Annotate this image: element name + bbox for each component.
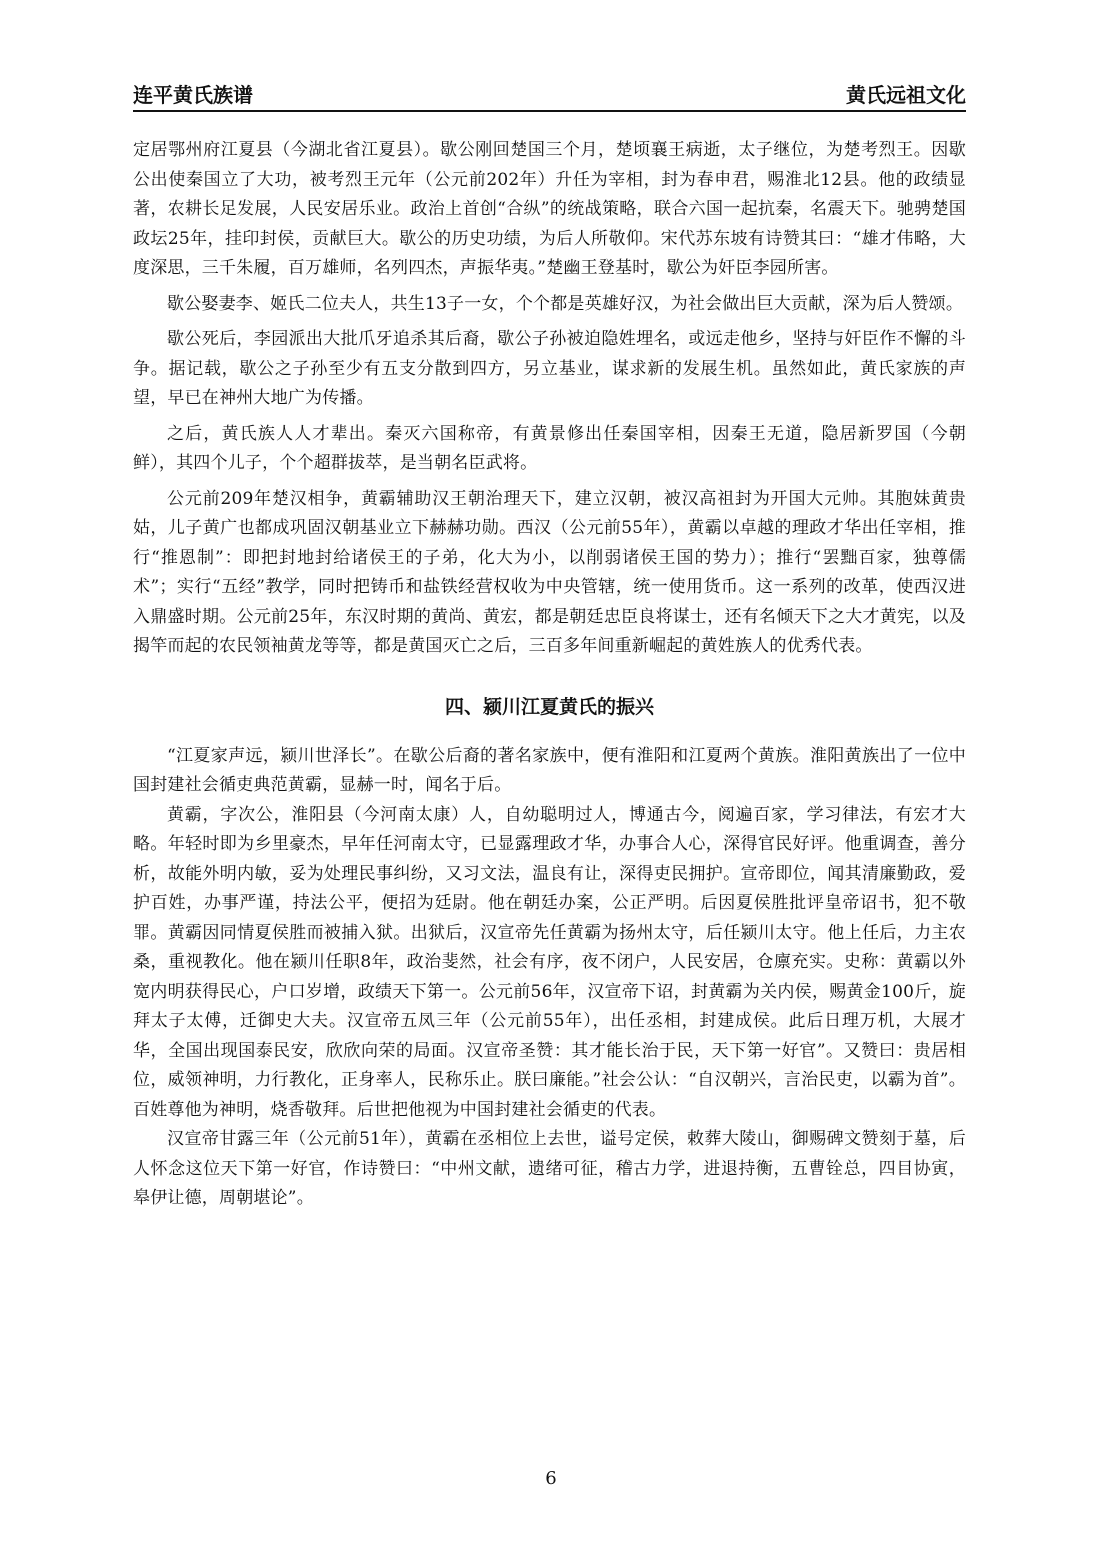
paragraph: 黄霸，字次公，淮阳县（今河南太康）人，自幼聪明过人，博通古今，阅遍百家，学习律法，有宏才大略。年轻时即为乡里豪杰，早年任河南太守，已显露理政才华，办事合人心，深得官民好评。他重调查，善分析，故能外明内敏，妥为处理民事纠纷，又习文法，温良有让，深得吏民拥护。宣帝即位，闻其清廉勤政，爱护百姓，办事严谨，持法公平，便招为廷尉。他在朝廷办案，公正严明。后因夏侯胜批评皇帝诏书，犯不敬罪。黄霸因同情夏侯胜而被捕入狱。出狱后，汉宣帝先任黄霸为扬州太守，后任颍川太守。他上任后，力主农桑，重视教化。他在颍川任职8年，政治斐然，社会有序，夜不闭户，人民安居，仓廪充实。史称：黄霸以外宽内明获得民心，户口岁增，政绩天下第一。公元前56年，汉宣帝下诏，封黄霸为关内侯，赐黄金100斤，旋拜太子太傅，迁御史大夫。汉宣帝五凤三年（公元前55年），出任丞相，封建成侯。此后日理万机，大展才华，全国出现国泰民安，欣欣向荣的局面。汉宣帝圣赞：其才能长治于民，天下第一好官”。又赞曰：贵居相位，威领神明，力行教化，正身率人，民称乐止。朕曰廉能。”社会公认：“自汉朝兴，言治民吏，以霸为首”。百姓尊他为神明，烧香敬拜。后世把他视为中国封建社会循吏的代表。: [133, 804, 966, 1120]
paragraph: 汉宣帝甘露三年（公元前51年），黄霸在丞相位上去世，谥号定侯，敕葬大陵山，御赐碑文赞刻于墓，后人怀念这位天下第一好官，作诗赞曰：“中州文献，遗绪可征，稽古力学，进退持衡，五曹铨总，四目协寅，皋伊让德，周朝堪论”。: [133, 1129, 966, 1208]
paragraph: 公元前209年楚汉相争，黄霸辅助汉王朝治理天下，建立汉朝，被汉高祖封为开国大元帅。其胞妹黄贵姑，儿子黄广也都成巩固汉朝基业立下赫赫功勋。西汉（公元前55年），黄霸以卓越的理政才华出任宰相，推行“推恩制”：即把封地封给诸侯王的子弟，化大为小，以削弱诸侯王国的势力）；推行“罢黜百家，独尊儒术”；实行“五经”教学，同时把铸币和盐铁经营权收为中央管辖，统一使用货币。这一系列的改革，使西汉进入鼎盛时期。公元前25年，东汉时期的黄尚、黄宏，都是朝廷忠臣良将谋士，还有名倾天下之大才黄宪，以及揭竿而起的农民领袖黄龙等等，都是黄国灭亡之后，三百多年间重新崛起的黄姓族人的优秀代表。: [133, 488, 966, 656]
paragraph: 歇公死后，李园派出大批爪牙追杀其后裔，歇公子孙被迫隐姓埋名，或远走他乡，坚持与奸臣作不懈的斗争。据记载，歇公之子孙至少有五支分散到四方，另立基业，谋求新的发展生机。虽然如此，黄氏家族的声望，早已在神州大地广为传播。: [133, 329, 966, 408]
section-heading: 四、颍川江夏黄氏的振兴: [444, 695, 654, 718]
paragraph: “江夏家声远，颍川世泽长”。在歇公后裔的著名家族中，便有淮阳和江夏两个黄族。淮阳黄族出了一位中国封建社会循吏典范黄霸，显赫一时，闻名于后。: [133, 745, 966, 795]
paragraph: 歇公娶妻李、姬氏二位夫人，共生13子一女，个个都是英雄好汉，为社会做出巨大贡献，深为后人赞颂。: [167, 293, 964, 314]
header-book-title: 连平黄氏族谱: [133, 83, 253, 107]
page-header: [133, 82, 966, 112]
page-body: [133, 136, 966, 1214]
page-number: 6: [545, 1468, 557, 1489]
header-chapter-title: 黄氏远祖文化: [846, 83, 966, 107]
paragraph: 定居鄂州府江夏县（今湖北省江夏县）。歇公刚回楚国三个月，楚顷襄王病逝，太子继位，为楚考烈王。因歇公出使秦国立了大功，被考烈王元年（公元前202年）升任为宰相，封为春申君，赐淮北12县。他的政绩显著，农耕长足发展，人民安居乐业。政治上首创“合纵”的统战策略，联合六国一起抗秦，名震天下。驰骋楚国政坛25年，挂印封侯，贡献巨大。歇公的历史功绩，为后人所敬仰。宋代苏东坡有诗赞其曰：“雄才伟略，大度深思，三千朱履，百万雄师，名列四杰，声振华夷。”楚幽王登基时，歇公为奸臣李园所害。: [133, 140, 966, 278]
paragraph: 之后，黄氏族人人才辈出。秦灭六国称帝，有黄景修出任秦国宰相，因秦王无道，隐居新罗国（今朝鲜），其四个儿子，个个超群拔萃，是当朝名臣武将。: [133, 423, 966, 473]
